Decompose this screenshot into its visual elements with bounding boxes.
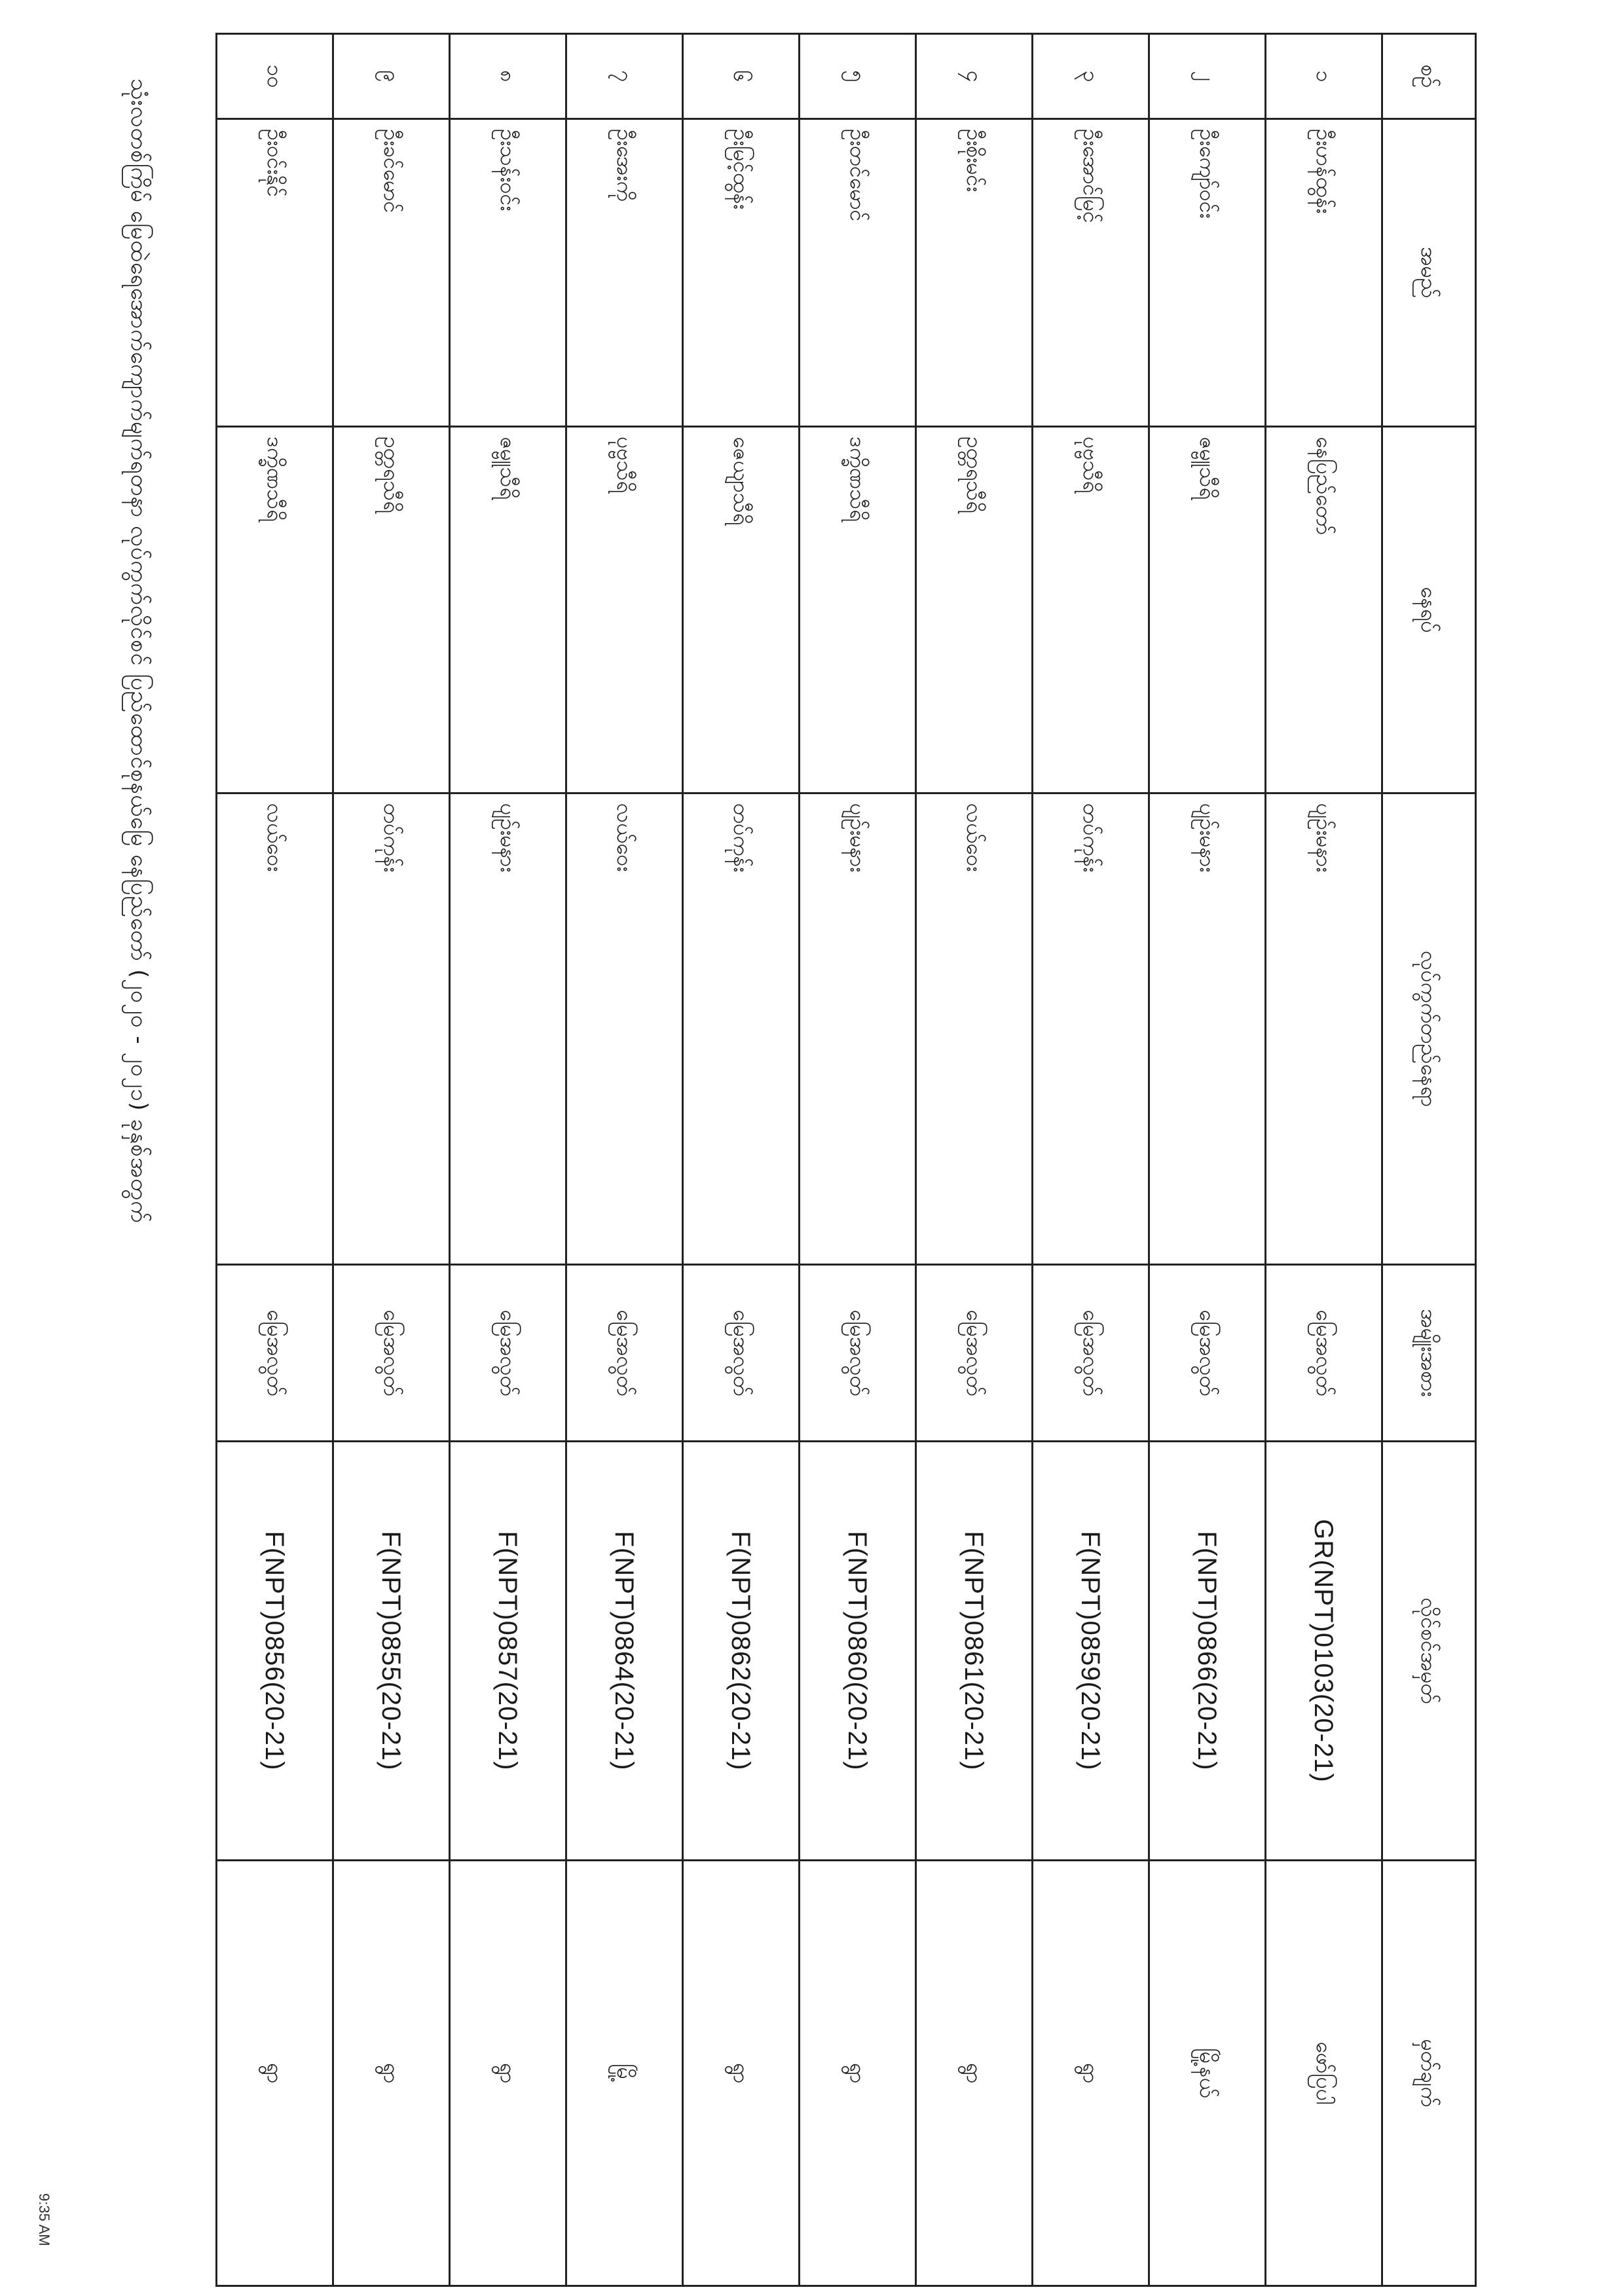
cell-type: မြေအလွတ် xyxy=(217,1265,333,1442)
cell-remark: ရွာ xyxy=(800,1861,916,2286)
cell-num: ၂ xyxy=(1149,34,1266,119)
cell-location: လယ်ဝေး xyxy=(566,793,683,1265)
cell-type: မြေအလွတ် xyxy=(916,1265,1033,1442)
cell-address: ဇမ္ဗူသီရိ xyxy=(1149,427,1266,793)
header-type: အမျိုးအစား xyxy=(1382,1265,1476,1442)
cell-address: ပုဗ္ဗသီရိ xyxy=(566,427,683,793)
cell-license: F(NPT)0860(20-21) xyxy=(800,1442,916,1861)
cell-num: ၄ xyxy=(916,34,1033,119)
cell-name: ဦးအေးကို xyxy=(566,119,683,427)
header-remark: မှတ်ချက် xyxy=(1382,1861,1476,2286)
cell-license: GR(NPT)0103(20-21) xyxy=(1266,1442,1382,1861)
cell-address: ပုဗ္ဗသီရိ xyxy=(1033,427,1149,793)
cell-remark: ရွာ xyxy=(450,1861,566,2286)
table-header-row xyxy=(1382,34,1476,2286)
cell-name: ဦးမြင့်ထွန်း xyxy=(683,119,800,427)
cell-location: ပျဉ်းမနား xyxy=(1149,793,1266,1265)
document-title: သုံးလတစ်ကြိမ် မြေထဲရေအောက်ကျောက်မျက်ရတနာ လုပ်ကွက်လိုင်စင် ပြည်ထောင်စုနယ်မြေ နေပြည်တော် (၂၀၂၀ - ၂၀၂၁) ခုနှစ်အတွက် xyxy=(126,79,152,1224)
cell-remark: ဖော်ပြပါ xyxy=(1266,1861,1382,2286)
cell-name: ဦးဟန်ထွန်း xyxy=(1266,119,1382,427)
cell-type: မြေအလွတ် xyxy=(1033,1265,1149,1442)
cell-location: ပျဉ်းမနား xyxy=(800,793,916,1265)
cell-remark: မြို့ xyxy=(566,1861,683,2286)
cell-license: F(NPT)0861(20-21) xyxy=(916,1442,1033,1861)
table-row xyxy=(566,34,683,2286)
cell-remark: မြို့နယ် xyxy=(1149,1861,1266,2286)
cell-type: မြေအလွတ် xyxy=(1266,1265,1382,1442)
cell-name: ဦးတင်မောင် xyxy=(800,119,916,427)
header-location: လုပ်ကွက်တည်နေရာ xyxy=(1382,793,1476,1265)
cell-num: ၅ xyxy=(800,34,916,119)
table-row xyxy=(450,34,566,2286)
cell-license: F(NPT)0862(20-21) xyxy=(683,1442,800,1861)
cell-location: တပ်ကုန်း xyxy=(333,793,450,1265)
cell-type: မြေအလွတ် xyxy=(450,1265,566,1442)
cell-remark: ရွာ xyxy=(217,1861,333,2286)
cell-license: F(NPT)0857(20-21) xyxy=(450,1442,566,1861)
table-row xyxy=(683,34,800,2286)
table-row xyxy=(1033,34,1149,2286)
cell-name: ဦးသန်းဝင်း xyxy=(450,119,566,427)
cell-location: ပျဉ်းမနား xyxy=(1266,793,1382,1265)
header-address: နေရပ် xyxy=(1382,427,1476,793)
table-row xyxy=(333,34,450,2286)
cell-address: ဇေယျာသီရိ xyxy=(683,427,800,793)
cell-address: နေပြည်တော် xyxy=(1266,427,1382,793)
cell-remark: ရွာ xyxy=(916,1861,1033,2286)
table-row xyxy=(1149,34,1266,2286)
cell-location: တပ်ကုန်း xyxy=(683,793,800,1265)
cell-num: ၉ xyxy=(333,34,450,119)
cell-num: ၆ xyxy=(683,34,800,119)
cell-num: ၁၀ xyxy=(217,34,333,119)
header-license: လိုင်စင်အမှတ် xyxy=(1382,1442,1476,1861)
cell-name: ဦးခင်မောင် xyxy=(333,119,450,427)
cell-location: လယ်ဝေး xyxy=(217,793,333,1265)
cell-type: မြေအလွတ် xyxy=(566,1265,683,1442)
scan-timestamp: 9:35 AM xyxy=(36,2193,52,2246)
cell-location: ပျဉ်းမနား xyxy=(450,793,566,1265)
cell-location: တပ်ကုန်း xyxy=(1033,793,1149,1265)
cell-license: F(NPT)0856(20-21) xyxy=(217,1442,333,1861)
cell-address: ဇမ္ဗူသီရိ xyxy=(450,427,566,793)
cell-type: မြေအလွတ် xyxy=(333,1265,450,1442)
cell-address: ဥတ္တရသီရိ xyxy=(916,427,1033,793)
header-num: စဉ် xyxy=(1382,34,1476,119)
table-row xyxy=(1266,34,1382,2286)
cell-type: မြေအလွတ် xyxy=(683,1265,800,1442)
cell-license: F(NPT)0859(20-21) xyxy=(1033,1442,1149,1861)
cell-license: F(NPT)0864(20-21) xyxy=(566,1442,683,1861)
cell-address: ဥတ္တရသီရိ xyxy=(333,427,450,793)
cell-num: ၃ xyxy=(1033,34,1149,119)
cell-name: ဦးဝင်းနိုင် xyxy=(217,119,333,427)
table-row xyxy=(916,34,1033,2286)
table-row xyxy=(217,34,333,2286)
cell-name: ဦးကျော်ဝင်း xyxy=(1149,119,1266,427)
cell-name: ဦးအောင်မြင့် xyxy=(1033,119,1149,427)
cell-location: လယ်ဝေး xyxy=(916,793,1033,1265)
license-register-table xyxy=(215,33,1477,2287)
cell-num: ၈ xyxy=(450,34,566,119)
cell-remark: ရွာ xyxy=(683,1861,800,2286)
header-name: အမည် xyxy=(1382,119,1476,427)
cell-address: ဒက္ခိဏသီရိ xyxy=(800,427,916,793)
cell-license: F(NPT)0855(20-21) xyxy=(333,1442,450,1861)
cell-address: ဒက္ခိဏသီရိ xyxy=(217,427,333,793)
cell-license: F(NPT)0866(20-21) xyxy=(1149,1442,1266,1861)
cell-type: မြေအလွတ် xyxy=(800,1265,916,1442)
cell-name: ဦးစိုးမင်း xyxy=(916,119,1033,427)
table-row xyxy=(800,34,916,2286)
cell-remark: ရွာ xyxy=(1033,1861,1149,2286)
cell-num: ၇ xyxy=(566,34,683,119)
cell-remark: ရွာ xyxy=(333,1861,450,2286)
cell-type: မြေအလွတ် xyxy=(1149,1265,1266,1442)
cell-num: ၁ xyxy=(1266,34,1382,119)
